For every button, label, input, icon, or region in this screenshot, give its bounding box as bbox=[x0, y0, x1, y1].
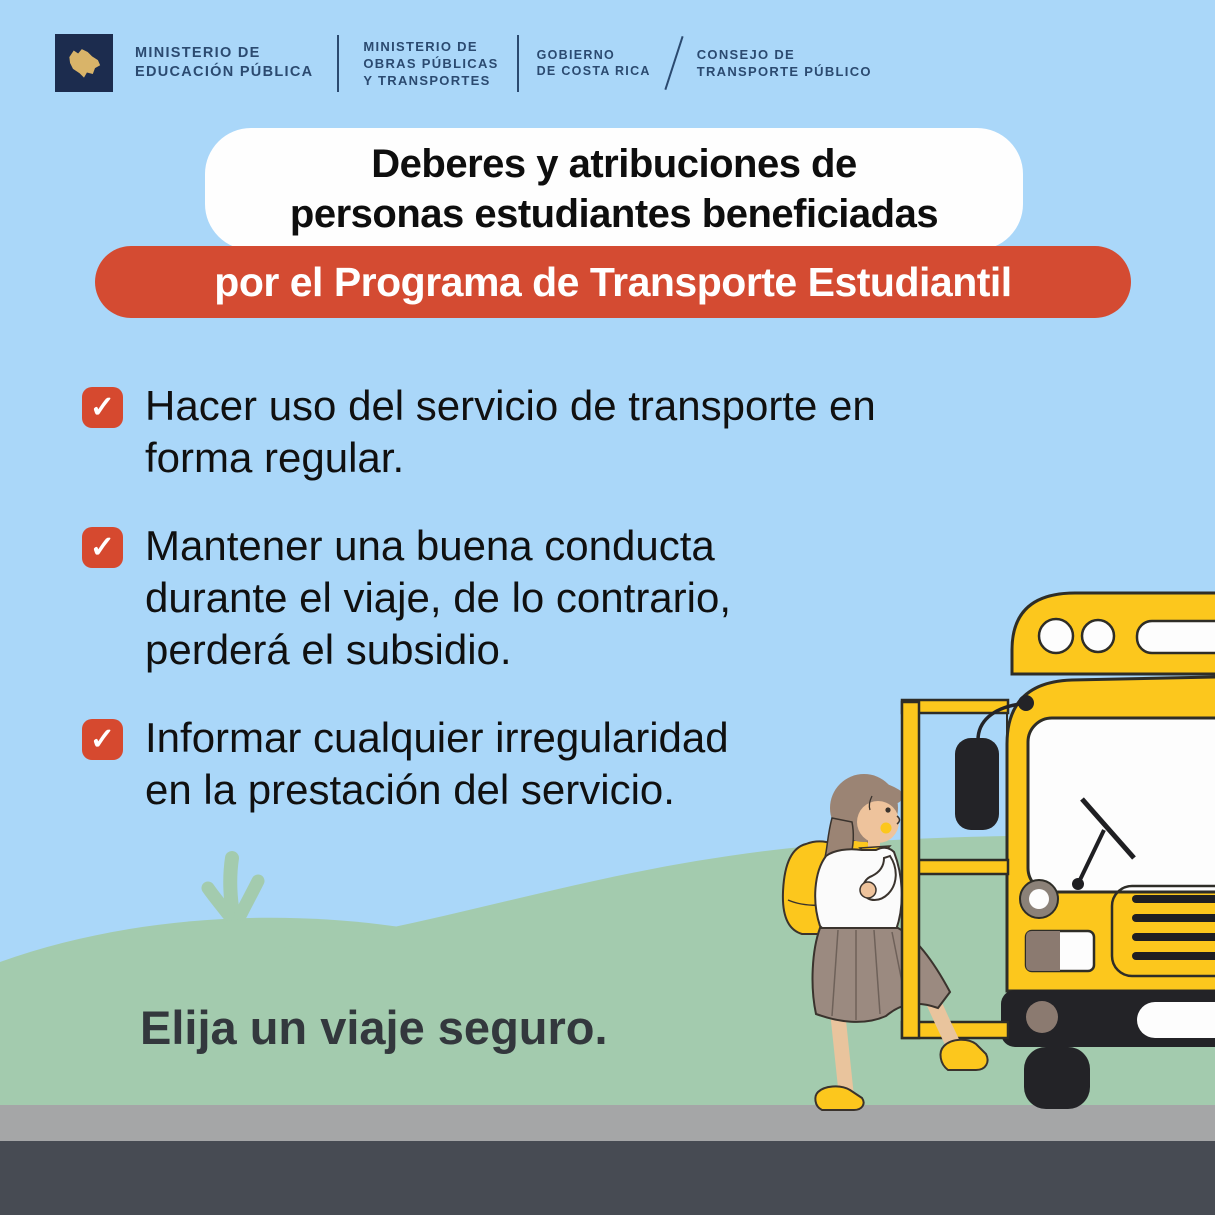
ministry-obras-label bbox=[363, 38, 498, 89]
item-2-line-2: durante el viaje, de lo contrario, bbox=[145, 574, 732, 621]
item-1-line-2: forma regular. bbox=[145, 434, 405, 481]
ministry-obras-line2: OBRAS PÚBLICAS bbox=[363, 55, 499, 71]
subtitle-pill bbox=[95, 246, 1131, 318]
checkbox-2 bbox=[82, 527, 123, 568]
checklist-item-2 bbox=[82, 520, 731, 676]
checklist-item-2-text bbox=[145, 520, 731, 676]
gobierno-label bbox=[537, 47, 651, 79]
checklist-item-3-text bbox=[145, 712, 729, 816]
checklist-item-1-text bbox=[145, 380, 876, 484]
ministry-educacion-line1: MINISTERIO DE bbox=[135, 45, 261, 61]
checkmark-icon: ✓ bbox=[89, 530, 116, 564]
consejo-line1: CONSEJO DE bbox=[696, 47, 795, 62]
title-line-2: personas estudiantes beneficiadas bbox=[289, 192, 939, 236]
checkbox-3 bbox=[82, 719, 123, 760]
ministry-educacion-label bbox=[135, 44, 313, 82]
item-1-line-1: Hacer uso del servicio de transporte en bbox=[145, 382, 876, 429]
item-2-line-1: Mantener una buena conducta bbox=[145, 522, 715, 569]
title-line-1: Deberes y atribuciones de bbox=[371, 142, 857, 186]
title-card bbox=[205, 128, 1023, 250]
costa-rica-map-icon bbox=[62, 41, 106, 85]
checklist-item-3 bbox=[82, 712, 729, 816]
header-divider-2 bbox=[517, 35, 519, 92]
consejo-transporte-label bbox=[697, 46, 872, 80]
ministry-educacion-line2: EDUCACIÓN PÚBLICA bbox=[135, 64, 314, 80]
gobierno-line1: GOBIERNO bbox=[536, 48, 616, 62]
ministry-obras-line1: MINISTERIO DE bbox=[363, 38, 478, 54]
checkmark-icon: ✓ bbox=[89, 722, 116, 756]
tagline: Elija un viaje seguro. bbox=[140, 1001, 608, 1054]
mep-logo bbox=[55, 34, 113, 92]
consejo-line2: TRANSPORTE PÚBLICO bbox=[696, 64, 872, 79]
header-divider-1 bbox=[337, 35, 339, 92]
item-3-line-1: Informar cualquier irregularidad bbox=[145, 714, 729, 761]
institutional-header bbox=[55, 34, 872, 92]
checklist-item-1 bbox=[82, 380, 876, 484]
checkmark-icon: ✓ bbox=[89, 390, 116, 424]
header-slash-divider bbox=[664, 36, 683, 90]
gobierno-line2: DE COSTA RICA bbox=[536, 64, 651, 78]
subtitle-text: por el Programa de Transporte Estudiantil bbox=[214, 258, 1012, 305]
item-2-line-3: perderá el subsidio. bbox=[145, 626, 512, 673]
ministry-obras-line3: Y TRANSPORTES bbox=[363, 72, 491, 88]
checkbox-1 bbox=[82, 387, 123, 428]
item-3-line-2: en la prestación del servicio. bbox=[145, 766, 675, 813]
